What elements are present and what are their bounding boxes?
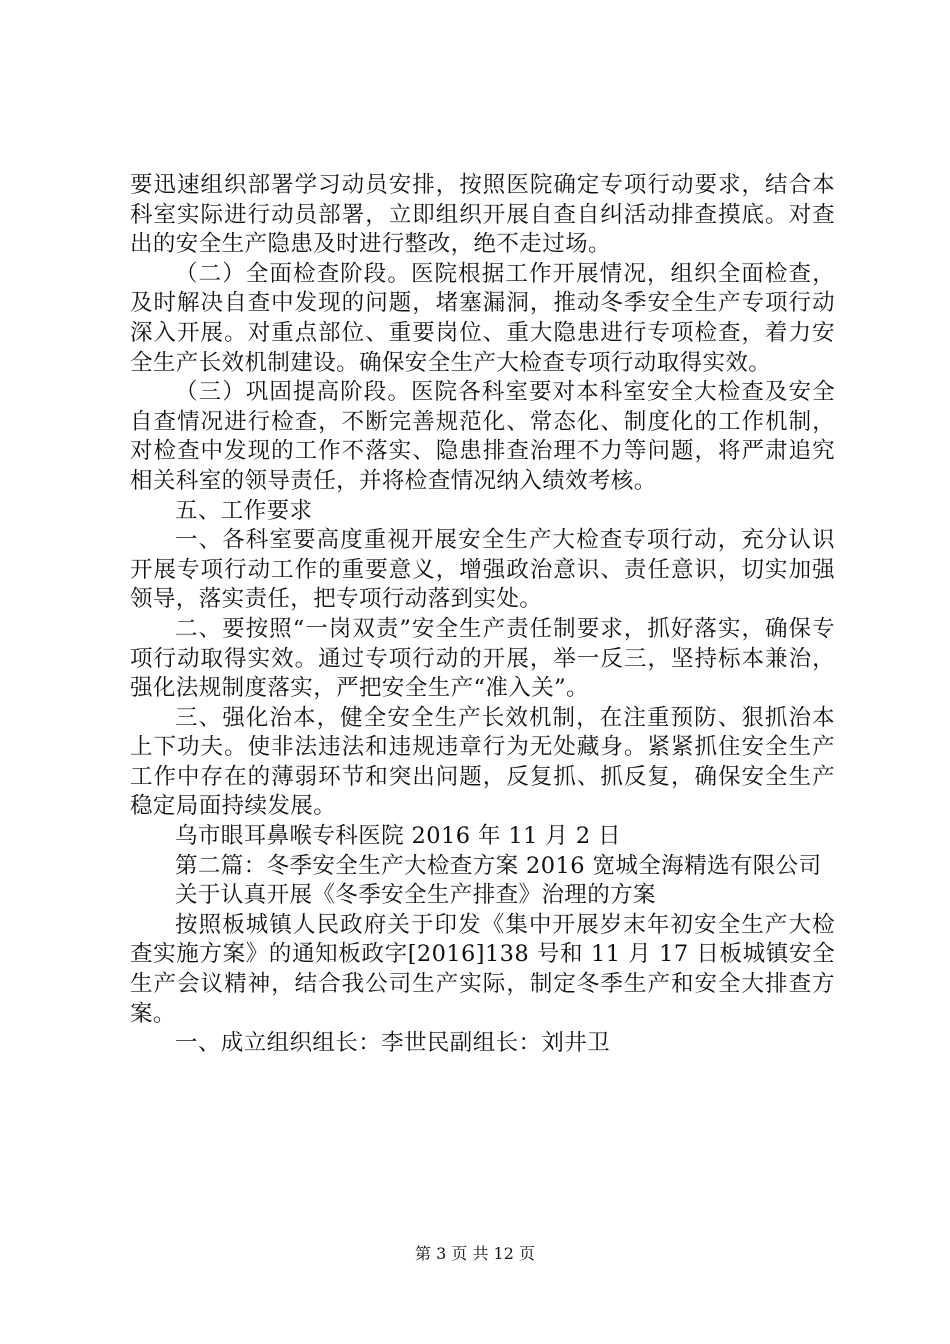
- paragraph-6: 二、要按照“一岗双责”安全生产责任制要求，抓好落实，确保专项行动取得实效。通过专项行动的开展，举一反三，坚持标本兼治，强化法规制度落实，严把安全生产“准入关”。: [130, 615, 835, 702]
- paragraph-3: （三）巩固提高阶段。医院各科室要对本科室安全大检查及安全自查情况进行检查，不断完善规范化、常态化、制度化的工作机制，对检查中发现的工作不落实、隐患排查治理不力等问题，将严肃追究相关科室的领导责任，并将检查情况纳入绩效考核。: [130, 379, 835, 494]
- section-heading-work-requirements: 五、工作要求: [175, 497, 313, 524]
- paragraph-11: 按照板城镇人民政府关于印发《集中开展岁末年初安全生产大检查实施方案》的通知板政字[2016]138 号和 11 月 17 日板城镇安全生产会议精神，结合我公司生产实际，制定冬季生产和安全大排查方案。: [130, 911, 835, 1027]
- signature-date-line: 乌市眼耳鼻喉专科医院 2016 年 11 月 2 日: [175, 823, 622, 850]
- paragraph-12: 一、成立组织组长：李世民副组长：刘井卫: [175, 1030, 611, 1057]
- page-number-footer: 第 3 页 共 12 页: [415, 1244, 535, 1263]
- paragraph-1: 要迅速组织部署学习动员安排，按照医院确定专项行动要求，结合本科室实际进行动员部署，立即组织开展自查自纠活动排查摸底。对查出的安全生产隐患及时进行整改，绝不走过场。: [130, 172, 835, 258]
- paragraph-5: 一、各科室要高度重视开展安全生产大检查专项行动，充分认识开展专项行动工作的重要意义，增强政治意识、责任意识，切实加强领导，落实责任，把专项行动落到实处。: [130, 527, 835, 613]
- paragraph-7: 三、强化治本，健全安全生产长效机制，在注重预防、狠抓治本上下功夫。使非法违法和违规违章行为无处藏身。紧紧抓住安全生产工作中存在的薄弱环节和突出问题，反复抓、抓反复，确保安全生产稳定局面持续发展。: [130, 704, 835, 820]
- paragraph-2: （二）全面检查阶段。医院根据工作开展情况，组织全面检查，及时解决自查中发现的问题，堵塞漏洞，推动冬季安全生产专项行动深入开展。对重点部位、重要岗位、重大隐患进行专项检查，着力安全生产长效机制建设。确保安全生产大检查专项行动取得实效。: [130, 260, 835, 376]
- second-article-title: 第二篇：冬季安全生产大检查方案 2016 宽城全海精选有限公司: [175, 852, 822, 879]
- plan-title: 关于认真开展《冬季安全生产排查》治理的方案: [175, 882, 656, 909]
- document-body: [130, 171, 835, 1059]
